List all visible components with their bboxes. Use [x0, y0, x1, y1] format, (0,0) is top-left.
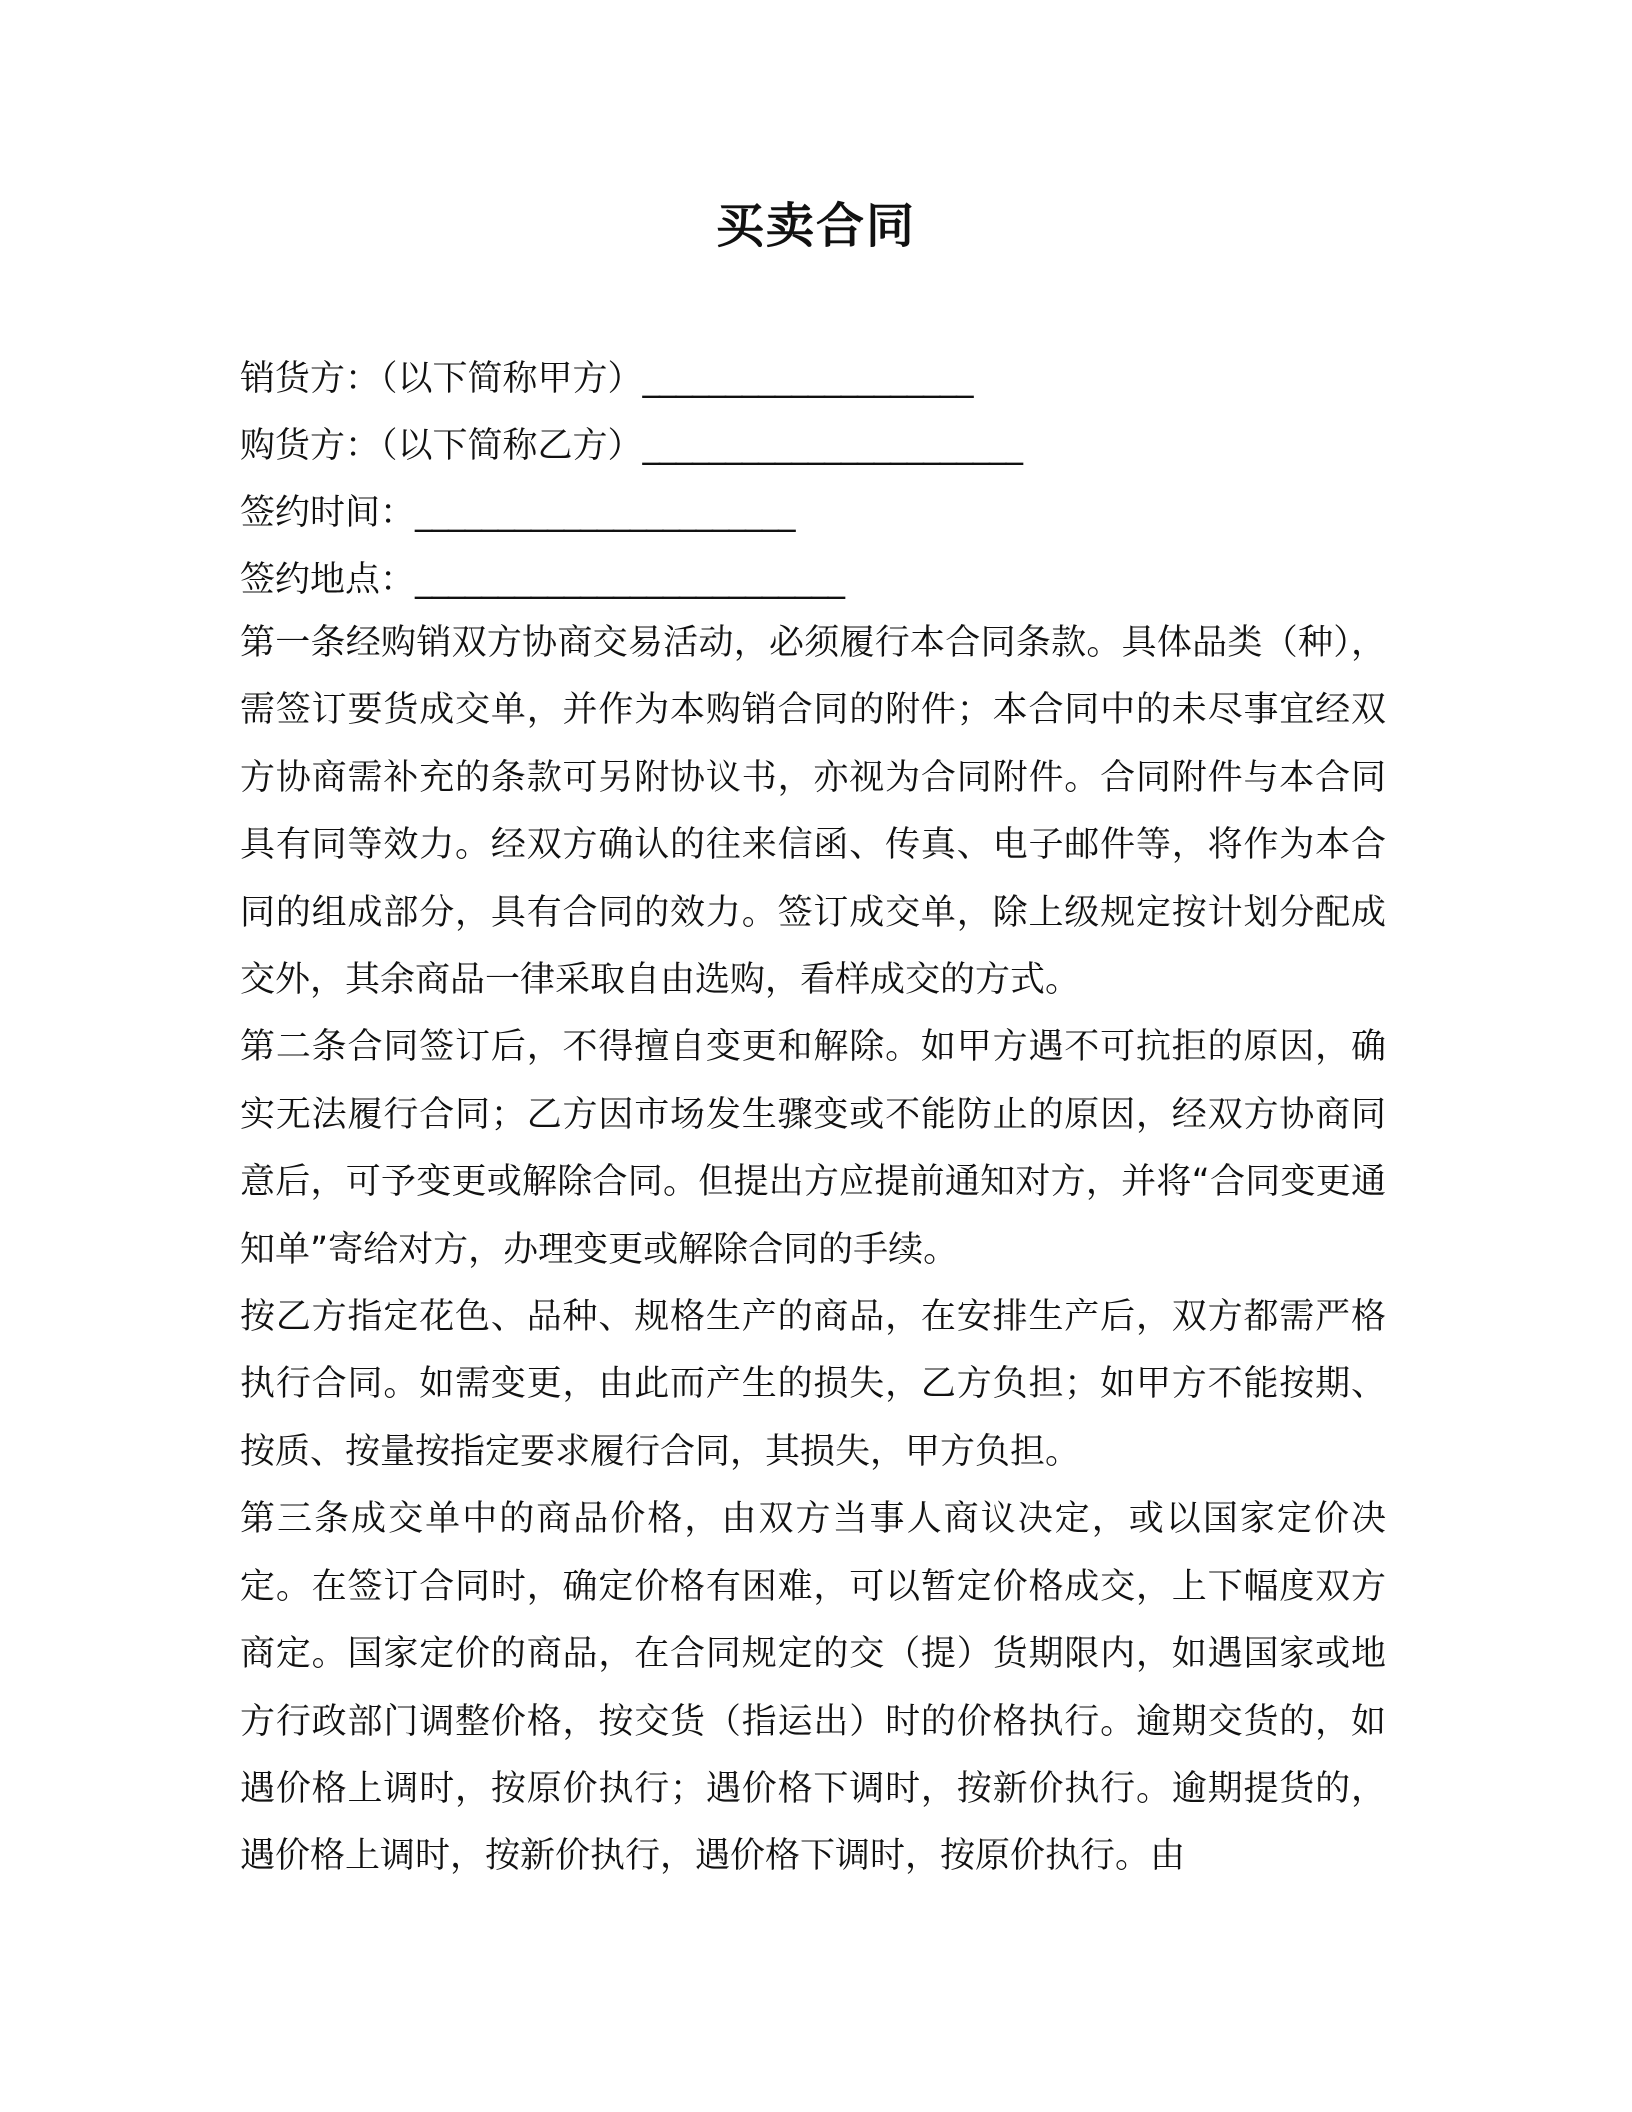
contract-body: [240, 610, 1386, 1891]
signing-place-blank: __________________________: [415, 560, 845, 600]
document-title: 买卖合同: [715, 198, 916, 254]
buyer-blank: _______________________: [642, 426, 1023, 466]
buyer-label: 购货方：（以下简称乙方）: [240, 426, 643, 466]
seller-field: [240, 346, 1400, 413]
signing-place-field: [240, 547, 1400, 614]
contract-header-fields: [240, 346, 1400, 614]
signing-time-blank: _______________________: [415, 493, 795, 533]
buyer-field: [240, 413, 1400, 480]
seller-blank: ____________________: [642, 359, 973, 399]
signing-time-label: 签约时间：: [240, 493, 416, 533]
seller-label: 销货方：（以下简称甲方）: [240, 359, 643, 399]
article-two-supplement-paragraph: 按乙方指定花色、品种、规格生产的商品，在安排生产后，双方都需严格执行合同。如需变更，由此而产生的损失，乙方负担；如甲方不能按期、按质、按量按指定要求履行合同，其损失，甲方负担。: [240, 1297, 1386, 1472]
signing-place-label: 签约地点：: [240, 560, 416, 600]
article-three-paragraph: 第三条成交单中的商品价格，由双方当事人商议决定，或以国家定价决定。在签订合同时，确定价格有困难，可以暂定价格成交，上下幅度双方商定。国家定价的商品，在合同规定的交（提）货期限内，如遇国家或地方行政部门调整价格，按交货（指运出）时的价格执行。逾期交货的，如遇价格上调时，按原价执行；遇价格下调时，按新价执行。逾期提货的，遇价格上调时，按新价执行，遇价格下调时，按原价执行。由: [240, 1499, 1386, 1877]
article-two-paragraph: 第二条合同签订后，不得擅自变更和解除。如甲方遇不可抗拒的原因，确实无法履行合同；乙方因市场发生骤变或不能防止的原因，经双方协商同意后，可予变更或解除合同。但提出方应提前通知对方，并将“合同变更通知单”寄给对方，办理变更或解除合同的手续。: [240, 1027, 1386, 1270]
article-one-paragraph: 第一条经购销双方协商交易活动，必须履行本合同条款。具体品类（种），需签订要货成交单，并作为本购销合同的附件；本合同中的未尽事宜经双方协商需补充的条款可另附协议书，亦视为合同附件。合同附件与本合同具有同等效力。经双方确认的往来信函、传真、电子邮件等，将作为本合同的组成部分，具有合同的效力。签订成交单，除上级规定按计划分配成交外，其余商品一律采取自由选购，看样成交的方式。: [240, 623, 1386, 1001]
signing-time-field: [240, 480, 1400, 547]
